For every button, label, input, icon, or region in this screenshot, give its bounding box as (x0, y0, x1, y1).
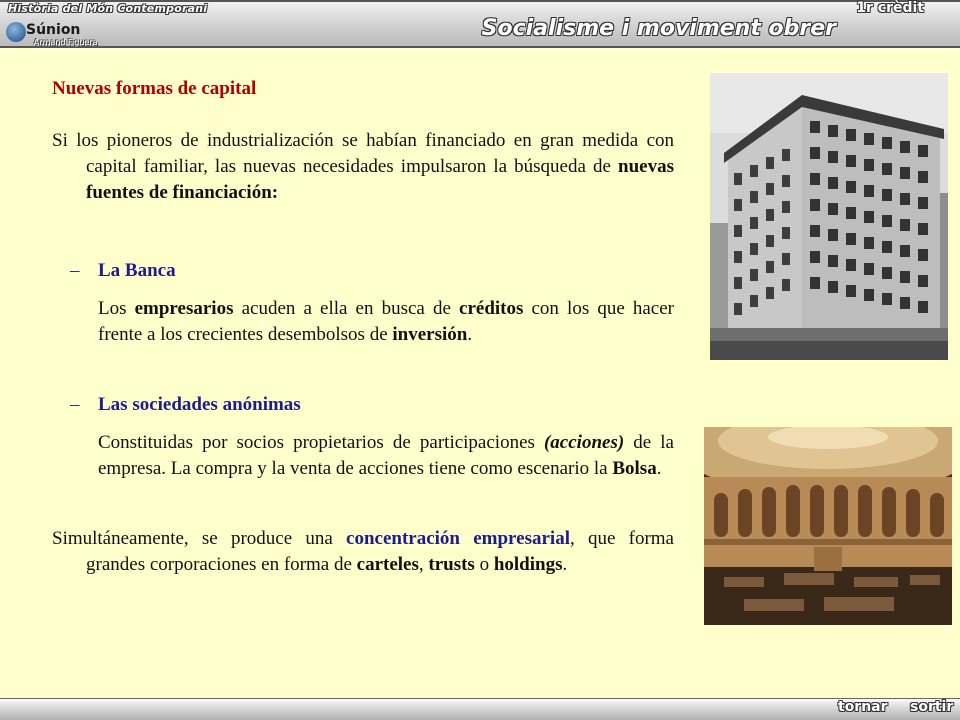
text-span: . (467, 324, 473, 345)
skyscraper-photo (710, 73, 948, 360)
sociedades-paragraph (98, 430, 674, 482)
logo-globe-icon (6, 22, 26, 42)
stock-exchange-illustration (704, 427, 952, 625)
logo-author: Armand Figuera (34, 38, 98, 47)
exit-button[interactable]: sortir (910, 699, 954, 715)
text-span: con los que hacer frente a los crecientes desembolsos de (98, 298, 674, 345)
text-span: , que forma grandes corporaciones en forma de (86, 528, 674, 575)
highlight-span: Bolsa (612, 458, 657, 479)
text-span: , (418, 554, 429, 575)
bullet-dash: – (70, 260, 80, 281)
highlight-span: empresarios (134, 298, 234, 319)
bullet-sociedades (70, 392, 674, 418)
text-span: Constituidas por socios propietarios de participaciones (98, 432, 544, 453)
stock-exchange-photo (704, 427, 952, 625)
text-span: . (656, 458, 662, 479)
banca-paragraph (98, 296, 674, 348)
course-title: Història del Món Contemporani (8, 2, 208, 15)
back-button[interactable]: tornar (838, 699, 888, 715)
intro-paragraph (52, 128, 674, 206)
bullet-banca (70, 258, 674, 284)
unit-title: Socialisme i moviment obrer (481, 16, 836, 41)
credit-label: 1r crèdit (856, 0, 924, 16)
closing-paragraph (52, 526, 674, 578)
logo-name: Súnion (26, 22, 81, 38)
bullet-banca-label: La Banca (98, 260, 176, 281)
intro-highlight: nuevas fuentes de financiación: (86, 156, 674, 203)
header-bar (0, 0, 960, 48)
highlight-span: inversión (392, 324, 468, 345)
text-span: de la empresa. La compra y la venta de acciones tiene como escenario la (98, 432, 674, 479)
intro-text: Si los pioneros de industrialización se habían financiado en gran medida con capital familiar, las nuevas necesidades impulsaron la búsqueda de (52, 130, 674, 177)
bullet-sociedades-label: Las sociedades anónimas (98, 394, 301, 415)
highlight-span: carteles (356, 554, 419, 575)
section-title: Nuevas formas de capital (52, 78, 257, 99)
text-span: . (562, 554, 568, 575)
highlight-span: trusts (428, 554, 475, 575)
highlight-span: créditos (459, 298, 524, 319)
bullet-dash: – (70, 394, 80, 415)
footer-rule (0, 698, 960, 699)
header-bottom-rule (0, 46, 960, 48)
footer-bar (0, 698, 960, 720)
text-span: Los (98, 298, 135, 319)
highlight-span: (acciones) (543, 432, 625, 453)
highlight-span: concentración empresarial (346, 528, 570, 549)
highlight-span: holdings (493, 554, 563, 575)
text-span: o (474, 554, 494, 575)
text-span: acuden a ella en busca de (233, 298, 460, 319)
text-span: Simultáneamente, se produce una (52, 528, 347, 549)
slide-content (52, 76, 674, 578)
skyscraper-illustration (710, 73, 948, 360)
